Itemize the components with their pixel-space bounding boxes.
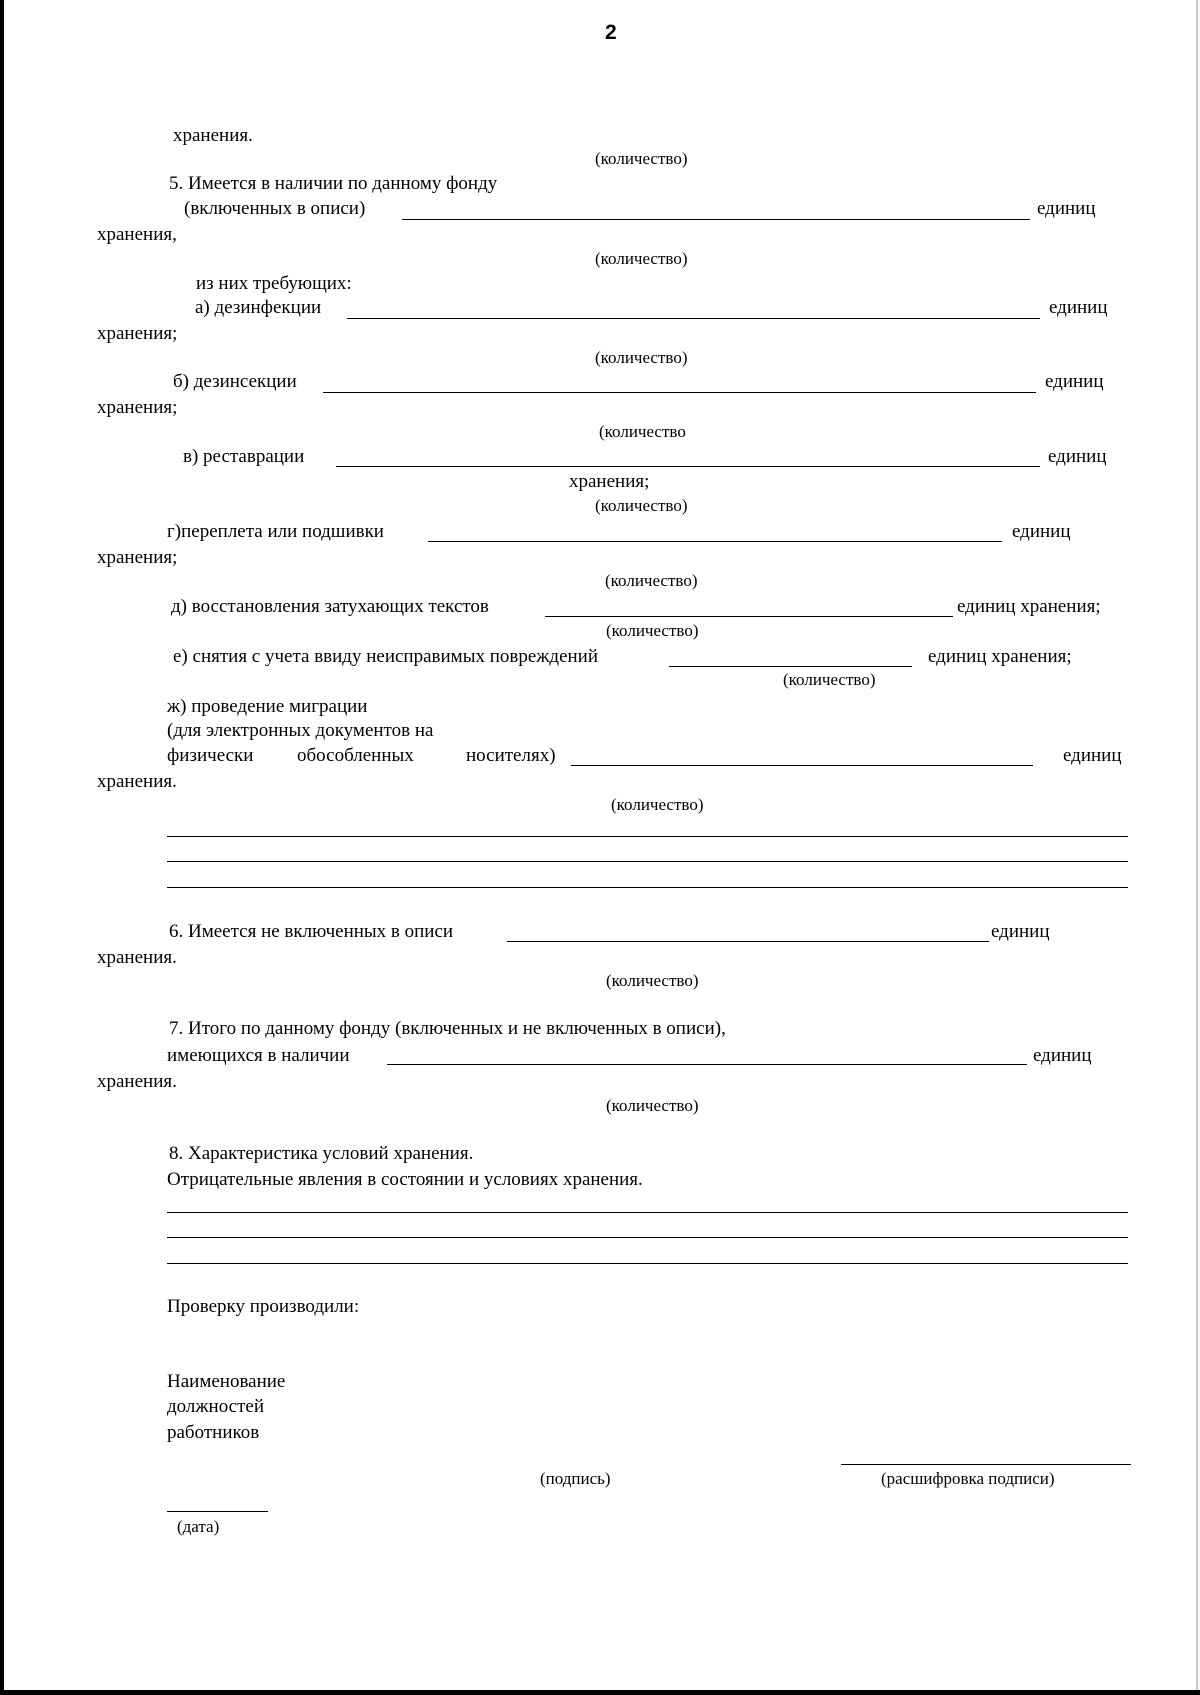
- units-label: единиц: [1049, 297, 1108, 318]
- date-caption: (дата): [177, 1517, 220, 1536]
- disinfection-fill-line: [347, 318, 1040, 319]
- fading-texts-fill-line: [545, 616, 953, 617]
- quantity-caption: (количество): [595, 496, 688, 515]
- deregistration-label: е) снятия с учета ввиду неисправимых повреждений: [173, 646, 599, 667]
- blank-line: [167, 887, 1128, 888]
- of-which-requiring-label: из них требующих:: [196, 273, 352, 294]
- blank-line: [167, 1212, 1128, 1213]
- scan-bottom-edge: [0, 1690, 1200, 1695]
- storage-label: хранения;: [97, 323, 178, 344]
- scan-left-edge: [0, 0, 4, 1695]
- units-label: единиц: [991, 921, 1050, 942]
- quantity-caption: (количество): [595, 348, 688, 367]
- signature-decode-caption: (расшифровка подписи): [881, 1469, 1055, 1488]
- section-7-title: 7. Итого по данному фонду (включенных и не включенных в описи),: [169, 1018, 726, 1039]
- disinfection-label: а) дезинфекции: [195, 297, 322, 318]
- units-label: единиц: [1012, 521, 1071, 542]
- blank-line: [167, 1263, 1128, 1264]
- continued-storage-text: хранения.: [173, 125, 253, 146]
- units-label: единиц: [1033, 1045, 1092, 1066]
- disinsection-fill-line: [323, 392, 1036, 393]
- signature-caption: (подпись): [540, 1469, 611, 1488]
- section-6-fill-line: [507, 941, 989, 942]
- section-8-title: 8. Характеристика условий хранения.: [169, 1143, 474, 1164]
- binding-fill-line: [428, 541, 1002, 542]
- units-label: единиц: [1063, 745, 1122, 766]
- section-5-title: 5. Имеется в наличии по данному фонду: [169, 173, 498, 194]
- restoration-fill-line: [336, 466, 1040, 467]
- quantity-caption: (количество): [606, 1096, 699, 1115]
- quantity-caption: (количество): [595, 149, 688, 168]
- units-storage-label: единиц хранения;: [928, 646, 1072, 667]
- migration-label: ж) проведение миграции: [167, 696, 368, 717]
- storage-label: хранения;: [97, 547, 178, 568]
- section-7-fill-line: [387, 1064, 1027, 1065]
- section-8-negative-label: Отрицательные явления в состоянии и условиях хранения.: [167, 1169, 643, 1190]
- migration-fill-line: [571, 765, 1033, 766]
- units-label: единиц: [1037, 198, 1096, 219]
- quantity-caption: (количество): [595, 249, 688, 268]
- position-title-line-1: Наименование: [167, 1371, 286, 1392]
- binding-label: г)переплета или подшивки: [167, 521, 384, 542]
- disinsection-label: б) дезинсекции: [173, 371, 297, 392]
- date-line: [167, 1511, 268, 1512]
- storage-label: хранения.: [97, 1071, 177, 1092]
- migration-media-word-3: носителях): [466, 745, 556, 766]
- fading-texts-label: д) восстановления затухающих текстов: [171, 596, 489, 617]
- storage-label: хранения.: [97, 947, 177, 968]
- section-7-available-label: имеющихся в наличии: [167, 1045, 350, 1066]
- signature-decode-line: [841, 1464, 1131, 1465]
- position-title-line-3: работников: [167, 1422, 260, 1443]
- storage-label: хранения;: [97, 397, 178, 418]
- quantity-caption: (количество: [599, 422, 686, 441]
- section-5-included-fill-line: [402, 219, 1030, 220]
- section-6-title: 6. Имеется не включенных в описи: [169, 921, 454, 942]
- units-label: единиц: [1045, 371, 1104, 392]
- scan-right-edge: [1196, 0, 1198, 1695]
- position-title-line-2: должностей: [167, 1396, 265, 1417]
- storage-label: хранения.: [97, 771, 177, 792]
- quantity-caption: (количество): [606, 621, 699, 640]
- deregistration-fill-line: [669, 666, 912, 667]
- migration-media-word-1: физически: [167, 745, 254, 766]
- checked-by-label: Проверку производили:: [167, 1296, 360, 1317]
- quantity-caption: (количество): [611, 795, 704, 814]
- section-5-included-label: (включенных в описи): [184, 198, 366, 219]
- restoration-label: в) реставрации: [183, 446, 305, 467]
- page-number: 2: [605, 21, 617, 44]
- quantity-caption: (количество): [605, 571, 698, 590]
- blank-line: [167, 836, 1128, 837]
- storage-label: хранения,: [97, 224, 177, 245]
- migration-media-word-2: обособленных: [297, 745, 414, 766]
- storage-label: хранения;: [569, 471, 650, 492]
- quantity-caption: (количество): [783, 670, 876, 689]
- quantity-caption: (количество): [606, 971, 699, 990]
- units-label: единиц: [1048, 446, 1107, 467]
- units-storage-label: единиц хранения;: [957, 596, 1101, 617]
- blank-line: [167, 1237, 1128, 1238]
- migration-electronic-label: (для электронных документов на: [167, 720, 434, 741]
- blank-line: [167, 861, 1128, 862]
